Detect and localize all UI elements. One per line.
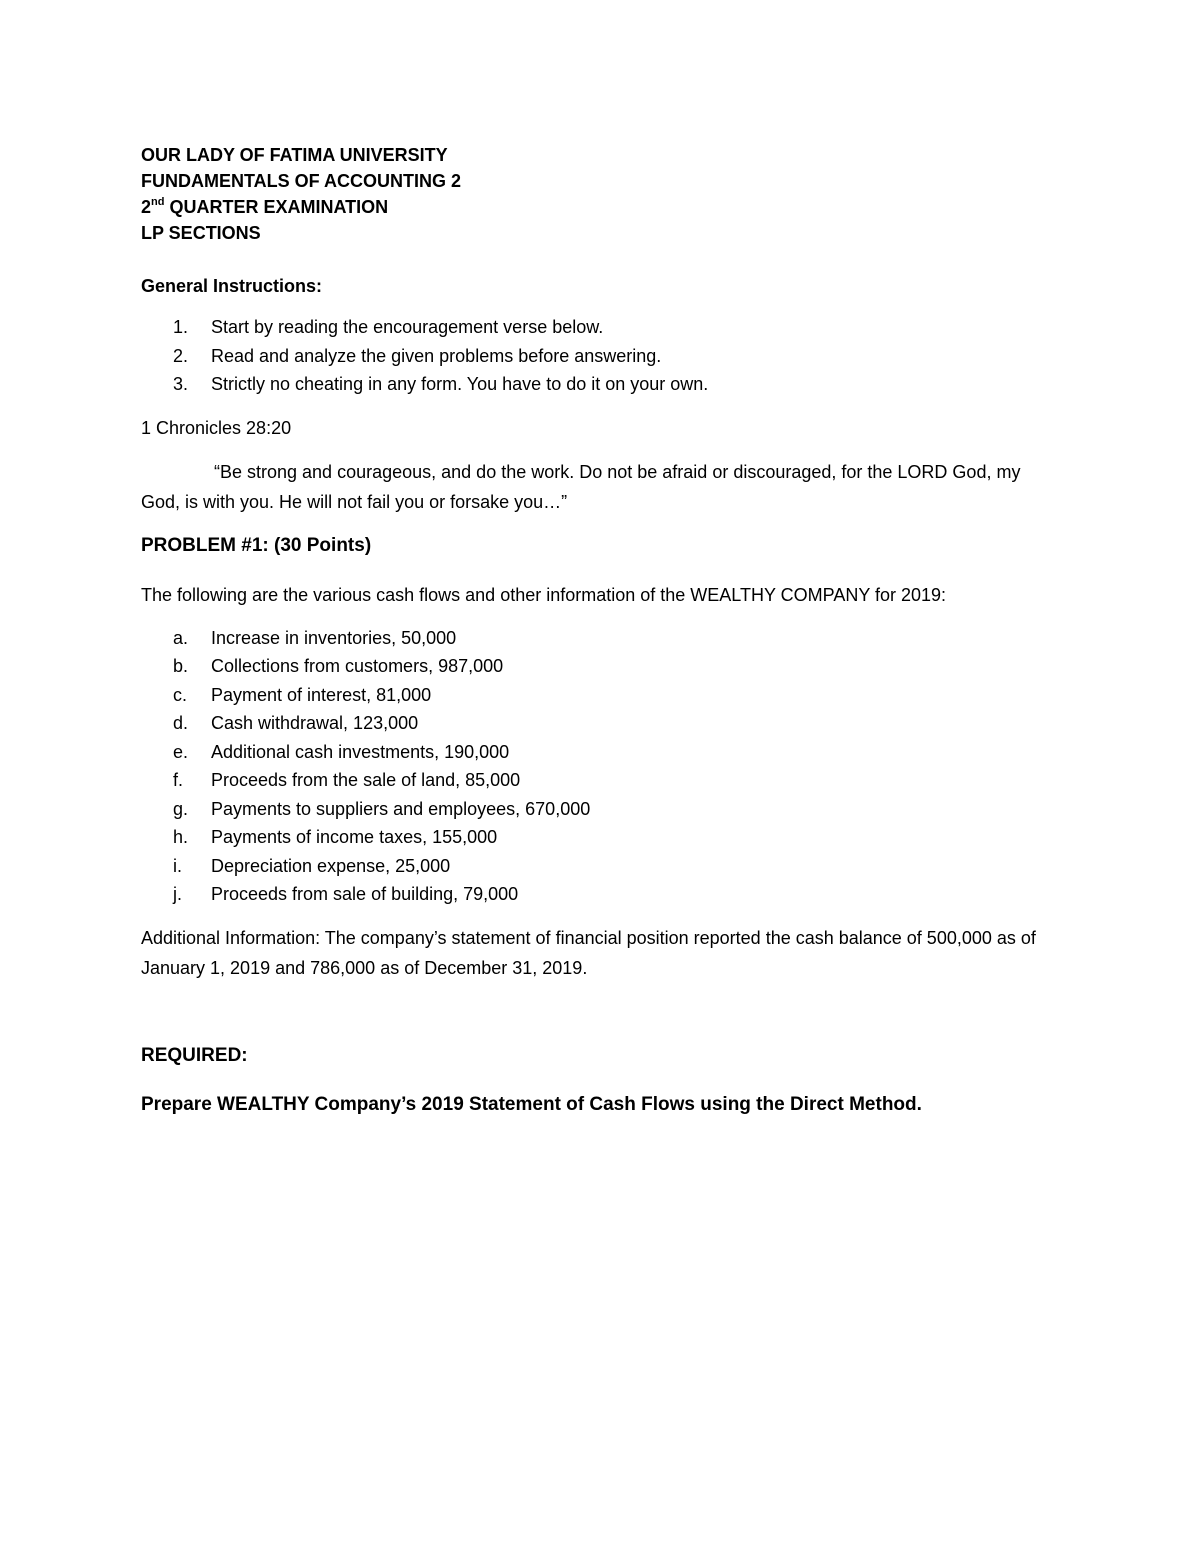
list-marker: e. [173,741,189,762]
list-item [141,624,1041,653]
list-item [141,738,1041,767]
document-content [141,142,1041,1139]
verse-reference: 1 Chronicles 28:20 [141,417,292,438]
university-name: OUR LADY OF FATIMA UNIVERSITY [141,145,448,165]
list-item [141,681,1041,710]
list-marker: j. [173,884,182,904]
list-item [141,370,1041,399]
verse-text: “Be strong and courageous, and do the work. Do not be afraid or discouraged, for the LORD God, my God, is with you. He will not fail you or forsake you…” [141,461,1021,512]
list-item-text: Additional cash investments, 190,000 [211,741,510,762]
list-item [141,313,1041,342]
sections-label: LP SECTIONS [141,223,261,243]
list-item-text: Payment of interest, 81,000 [211,684,432,705]
problem-title: PROBLEM #1: (30 Points) [141,534,372,556]
list-item [141,823,1041,852]
list-marker: f. [173,770,184,790]
list-item [141,652,1041,681]
list-item [141,709,1041,738]
list-item [141,852,1041,881]
list-item [141,766,1041,795]
list-item-text: Depreciation expense, 25,000 [211,855,451,876]
list-marker: b. [173,656,189,676]
additional-information: Additional Information: The company’s statement of financial position reported the cash balance of 500,000 as of January 1, 2019 and 786,000 as of December 31, 2019. [141,927,1036,978]
list-item [141,795,1041,824]
exam-ordinal: 2 [141,197,152,217]
instructions-heading: General Instructions: [141,276,323,296]
list-marker: i. [173,855,182,876]
list-item [141,342,1041,371]
exam-title-text: QUARTER EXAMINATION [164,197,389,217]
task-statement: Prepare WEALTHY Company’s 2019 Statement of Cash Flows using the Direct Method. [141,1093,922,1115]
list-marker: 3. [173,374,189,394]
list-marker: a. [173,627,189,648]
cash-flow-items-list [141,624,1041,909]
list-item [141,880,1041,909]
list-marker: c. [173,684,188,705]
list-item-text: Read and analyze the given problems before answering. [211,345,662,366]
list-item-text: Proceeds from sale of building, 79,000 [211,884,519,904]
course-title: FUNDAMENTALS OF ACCOUNTING 2 [141,171,461,191]
list-marker: 1. [173,317,189,337]
list-item-text: Increase in inventories, 50,000 [211,627,457,648]
instructions-list [141,313,1041,399]
list-item-text: Payments of income taxes, 155,000 [211,827,498,847]
list-marker: d. [173,713,189,733]
list-item-text: Strictly no cheating in any form. You have to do it on your own. [211,374,709,394]
exam-title [141,194,1041,220]
list-item-text: Proceeds from the sale of land, 85,000 [211,770,521,790]
list-marker: h. [173,827,189,847]
list-item-text: Cash withdrawal, 123,000 [211,713,419,733]
required-label: REQUIRED: [141,1044,248,1066]
list-marker: g. [173,798,189,819]
exam-ordinal-suffix: nd [151,196,165,208]
list-item-text: Start by reading the encouragement verse below. [211,317,604,337]
list-item-text: Payments to suppliers and employees, 670,000 [211,798,591,819]
list-marker: 2. [173,345,189,366]
problem-intro: The following are the various cash flows and other information of the WEALTHY COMPANY for 2019: [141,584,947,605]
list-item-text: Collections from customers, 987,000 [211,656,504,676]
